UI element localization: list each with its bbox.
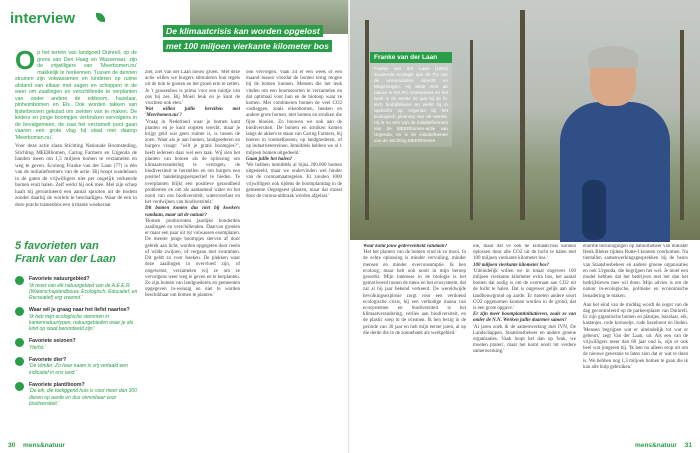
favorite-question: Favoriete natuurgebied? [29,276,90,282]
favorite-answer: 'De vlinder. Zo haar naam is vrij vertaald een indicatief in ons land.' [29,363,128,376]
tree-trunk [470,40,473,220]
favorite-bullet-icon [15,307,24,316]
right-col2-subhead2: Er zijn meer boomplantinitiatieven, zoals ze van onder de N.N. Werken jullie daarmee samen? [473,312,576,324]
right-col2-body2: 'Uiteindelijk willen we in totaal ongeveer 100 miljoen vierkante kilometer extra bos, het aantal bomen dat nodig is om de overmaat aan CO2 uit de lucht te halen. Dat is ongeveer gelijk aan alle landbouwgrond op aarde. Er moeten andere soort CO2 opgenomen kunnen worden in de grond, dat is een grote opgave.' [473,268,576,312]
tree-trunk [680,30,684,220]
right-col2-subhead: 100 miljoen vierkante kilometer bos? [473,262,550,268]
right-col3-body2: Aan het eind van de middag wordt de oogst van de dag gecontroleerd op de parkeerplaats van Duinrell. Er zijn gigantische bomen en plantjes, hazelaar, eik, kastanjes, rode kornoelje, rode hazelnoot en linden. 'Mensen begrijpen wat er uiteindelijk tot wat er gebeurt,' zegt Van der Laan, uit. Als een van de vrijwilligers meer dan 80 jaar oud is, zijn er ook heel wat jongeren bij. 'Ik ben nu alleen erop uit om de nieuwe generatie te laten zien dat er wat te doen is. We hebben nog 1,3 miljoen bomen te gaan die ik kan alle hulp gebruiken.' [583,302,688,370]
column-2 [145,70,240,442]
favorite-bullet-icon [15,357,24,366]
bio-box [370,52,452,147]
tree-trunk [365,20,369,220]
bio-text: Franke van der Laan (1953) studeerde ecologie aan de TU van de universiteiten Utrecht en Wageningen. Hij wilde voor de natuur in het IFC Enterprises en het werk in de eerste 30 jaar bij de hi-tech bedrijfsleven en werkt hij in opdracht op Urgenda bij het ecologisch planning van de wereld. Hij is nu een van de initiatiefnemers van de MEERbomen-actie van Urgenda, en is de initiatiefnemer van de Stichting MEERbomen. [370,63,452,147]
col2-body3: 'Bomen producenten jaarlijks honderden zaailingen en verschillenden. Daarvan groeien er maar een paar uit tot volwassen exemplaren. De meeste jonge boompjes sterven af door gebrek aan licht, worden opgegeten door reeën of wilde zwijnen, of vergaan met zwammen. Dit geldt zo voor boeken. De plekken waar deze zaailingen in overvloed zijn, of ongewenst, verzamelen wij ze om ze vervolgens weer weg te geven en te herplanten. Zo zijn bomen van landgoederen en gemeenten opgegeven in-wennig en niet te worden beschikbaar om bomen te planten.' [145,218,240,299]
favorite-bullet-icon [15,382,24,391]
favorite-answer: 'De eik, die toeliggend huis is voor meer dan 300 dieren op aarde en dus onmisbaar voor biodiversiteit.' [29,388,137,407]
favorites-list [15,276,139,413]
favorite-question: Favoriete plant/boom? [29,381,85,388]
col2-body2: 'Vraag in Nederland waar je bomen kunt planten en je kunt oogsten terecht, maar je krijgt geld wat geen ruimte is, is tussen de zoen. Want als je aan bomen, landgoederen en burgers vraagt: "wilt je gratis boompjes?", heeft iedereen daar wel een taak. Wij sien het planten van bomen als de oplossing om klimaatverandering te vertragen, de biodiversiteit te herstellen en om burgers een positief handelingsperspectief te bieden. Te overplanten blijkt een positieve gezondheid problemen en om als aantastend water en het nooit van ons biodiversiteit, wateroverlast en het verdwijnen van biodiversiteit.' [145,119,240,206]
favorite-answer: 'Ik moet van elk natuurgebied van de A.E.E.R. (Waterschaplandbouw, Ecologisch, Educatief, en Recreatief) erg vreemd.' [29,282,138,301]
favorite-bullet-icon [15,338,24,347]
right-col1-subhead: Waar komt jouw gedrevenheid vandaan? [363,244,448,249]
intro-column [15,50,137,235]
headline-line2: met 100 miljoen vierkante kilometer bos [163,40,332,52]
dropcap: O [15,50,36,75]
bio-name: Franke van der Laan [370,52,452,63]
favorites-title-line1: 5 favorieten van [15,240,99,252]
person-hair [588,46,638,68]
footer-right [635,442,692,449]
favorite-question: Favoriete dier? [29,356,67,363]
favorite-item [15,357,139,376]
tree-trunk [520,10,525,220]
favorite-item [15,276,139,301]
person-arm [582,180,606,240]
favorite-answer: 'Herfst.' [29,344,46,351]
section-label: interview [10,10,76,27]
right-col3-body: enorme bezuinigingen op natuurbeheer van minister Henk Bleker tijdens Rutte-I kunnen voorkomen. Na tientallen samenwerkingsgesprekken bij de beurs van Staatsbosbeheer en andere groene organisaties en ook Urgenda, die begrijpen het wel. Je moet een model hebben dat het bedrijven met het dan het bedrijfsleven mee wil doen. Mijn advies is om de natuur in-ecologische, politieke en economische benadering te maken. [583,244,688,299]
headline [163,24,348,54]
person-body [560,102,670,242]
right-col2-body3: 'Al jaren zoek ik de samenwerking met IVN, De Landschappen, Staatsbosbeheer en andere groene organisaties. Vaak loopt het dan op 'leuk, we moeten praten', maar het komt nooit tot verdere samenwerking.' [473,324,576,355]
col3-body2: 'We hebben inmiddels al bijna 200.000 bomen uitgedeeld, maar we ondervinden wel hinder van de coronamaatregelen. Er zouden 1000 vrijwilligers ook tijdens de boomplantdag in de gemeente Oegstgeest planten, maar dat moest door de corona-uitbraak worden afgelast.' [246,163,342,200]
column-3 [246,70,342,442]
col2-body: ziet, ziet Van der Laan nieuw groen. 'Met deze actie willen we burgers stimuleren hun tegels uit de tuin te gooien en het groen erin te zetten. Je 't grassenbos is prima voor een tuintje van ons bij zes. Bij Moeil leuk en je kunt de vruchten ook eten.' [145,70,240,107]
favorite-answer: 'Ik heb mijn ecologische stemmen in kantennatuurtypen, natuurgebieden waar je als kind op staat beoordeeld zijn.' [29,313,134,333]
favorites-title-line2: Frank van der Laan [15,253,116,265]
headline-line1: De klimaatcrisis kan worden opgelost [163,25,323,37]
page-number-left: 30 [8,442,16,449]
footer-left [8,442,65,449]
favorite-item [15,382,139,407]
right-column-2 [473,244,576,440]
intro-text: p het terrein van landgoed Duinrell, op de grens van Den Haag en Wassenaar, zijn de vrijwilligers van 'Meerbomen.nu' makkelijk te herkennen. Tussen de dennen struinen zijn volwassenen en kinderen op ruime afstand van elkaar met zagen en schoppen in de weer om zaailingen en verschillende te verplanten van onder andere de eikboom, hazelaar, pinheimbomen en Els. Ook worden takken van lijsterbessen gekuisd om ziekten van te maken. De leiders en jonge boompjes verbruiken vervolgens in de bevalgemeen, de zaai het verzamelt punt gaan vaaren een grote vlag bij staat met daarop 'Meerbomen.nu'. [15,50,137,141]
favorite-item [15,307,139,332]
col1-body: Voor deze actie slaan Stichting Nationale Boomsteding, Stichting MEERbomen, Caring Farmers en Urgenda de handen ineen om 1,5 miljoen bomen te verzamelen en weg te geven. Ecoloog Franke van der Laan (77) is één van de initiatiefnemers van de actie. Hij hoopt wandelaars in de gaten de vrijwilligers niet per ongelijk verkeerde bomen eruit halen. Zelf werkt hij ook mee. Met zijn schop haalt hij geroutineerd een aantal spruiten uit de bodem zonder daarbij de wortels te beschadigen. Waar de een in deze pracht tramenbos een irritante woekeraar [15,143,137,208]
right-column-3 [583,244,688,440]
col3-body: ook vervolgen. Vaak zit er een week of een maand tussen voordat de bomen terug mogen bij de bomen kunnen. Mensen die het leuk vinden om een boomsoorten te verzamelen en dat optimaal voor hun en de biotoop waar ze komen. Mei combineren bomen de veel CO2 vastleggen, zoals eikenbomen, beuken en andere grote bomen, met bomen en struiken die fijne bloeien. Zo bouwen we ook aan de biodiversiteit. De bomen en struiken komen langs de akkers te staan van Caring Farmers, bij boeren in voedselbossen, op landgoederen, of op industrieterreinen. Inmiddels hebben we al 1 miljoen bomen uitgedeeld.' [246,70,342,156]
portrait-person [560,50,670,240]
favorite-question: Waar wil je graag naar het liefst naartoe? [29,307,130,314]
favorite-bullet-icon [15,276,24,285]
favorites-title [15,240,116,266]
page-number-right: 31 [684,442,692,449]
right-col2-body: nie, maar dat ve ook de klimaatcrisis kunnen oplossen door alle CO2 uit de lucht te halen met 100 miljoen vierkante kilometer bos.' [473,244,576,262]
favorite-question: Favoriete seizoen? [29,338,76,345]
col2-subhead2: Dit bomen komen dus niet bij kwekers vandaan, maar uit de natuur? [145,206,240,218]
brand-logo-left: mens&natuur [23,442,65,449]
right-col1-body: 'Het het planten van de bomen vind ik zo mooi. In de echte oplossing is minder vervuiling, minder mensen en minder overconsumptie. Ik ben ecoloog, maar heb ook nooit in mijn beroep gewerkt. Mijn interesse in de biologie is het gemotiveerd tussen de mens en het ecosysteem, dat zat al bij jaar bekend verkeerd. De wereldwijde bevolkingsexplosie zorgt voor een verdoend ecologische crisis, bij een verbodige massa van ecosystemen en biodiversiteit is het klimaatverandering, verlies aan biodiversiteit, en de plastic soep in de oceanen. Ik ben bezig in de periode van 30 jaar en heb mijn eerste jaren, al op die derde die in de zonnebank als werkgebied.' [363,250,466,336]
favorite-item [15,338,139,351]
col2-subhead: Wat willen jullie bereiken met 'Meerbomen.nu'? [145,107,240,119]
brand-logo-right: mens&natuur [635,442,677,449]
right-column-1 [363,244,466,440]
leaf-icon [96,13,105,22]
col3-subhead: Gaan jullie het halen? [246,156,293,162]
